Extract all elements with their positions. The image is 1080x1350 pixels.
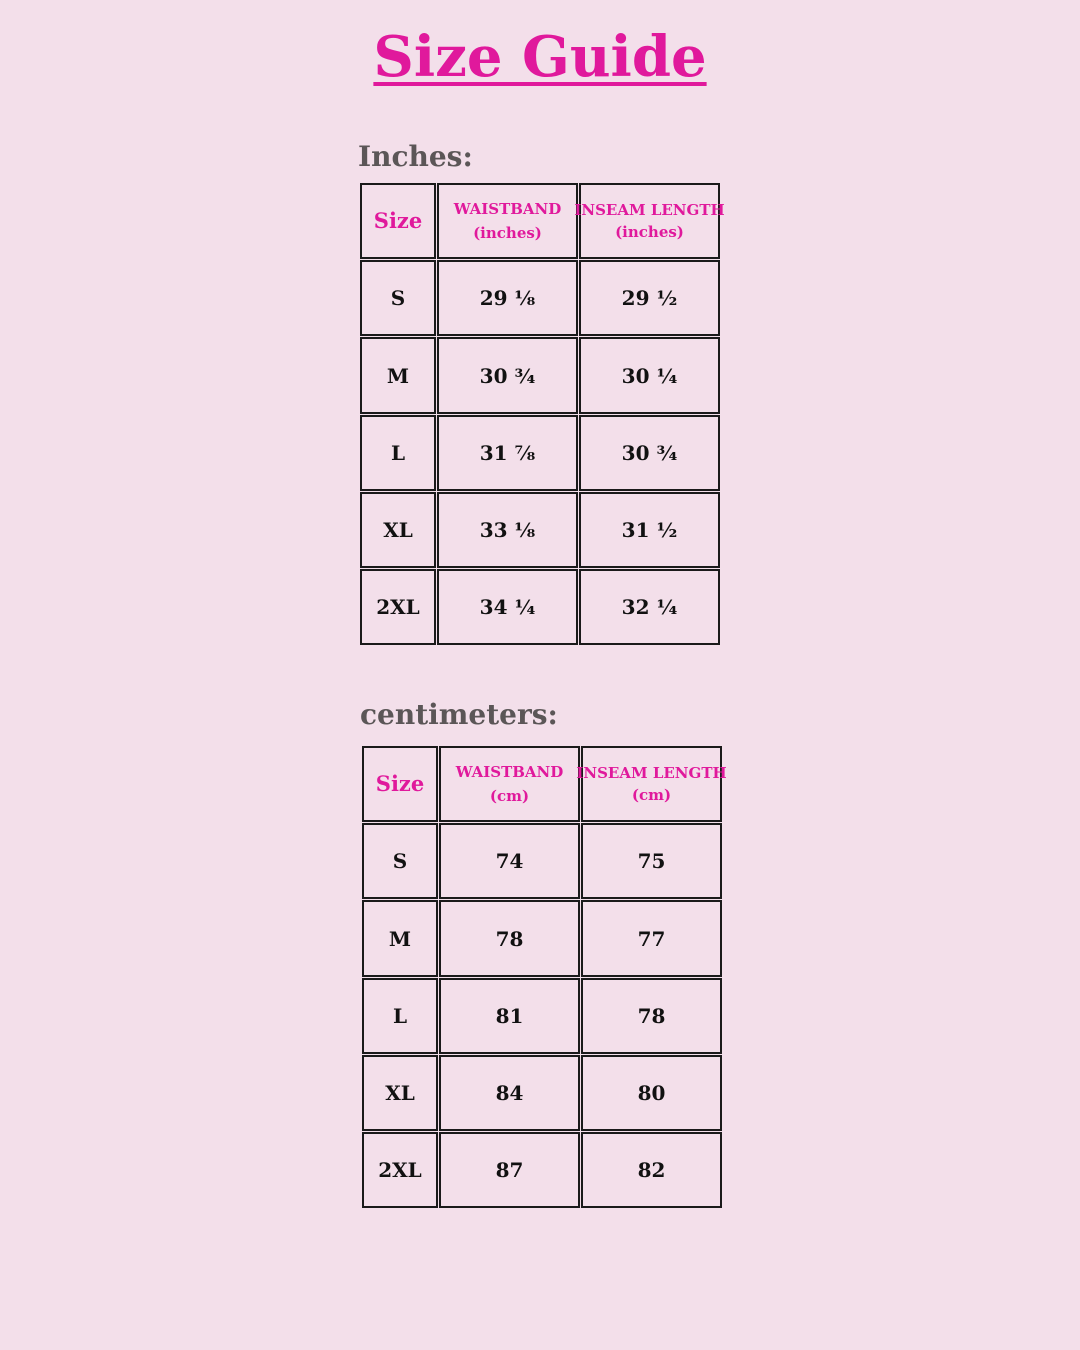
table-cell-inseam: 30 ¼ [579,337,720,414]
table-cell-size: XL [360,492,436,568]
header-inseam [574,183,725,259]
header-waistband [437,183,578,259]
table-cell-waistband: 33 ⅛ [437,492,578,568]
table-cell-size: S [360,260,436,336]
header-size [360,183,436,259]
header-size-label: Size [373,208,423,233]
table-cell-size: XL [362,1055,438,1131]
table-cell-waistband: 81 [439,978,580,1054]
section-label-centimeters: centimeters: [360,698,558,731]
header-size-label: Size [375,771,425,796]
table-cell-size: S [362,823,438,899]
header-waistband [439,746,580,822]
header-inseam-label: INSEAM LENGTH [574,201,725,219]
table-cell-size: 2XL [360,569,436,645]
table-cell-inseam: 77 [581,900,722,977]
header-waistband-unit: (inches) [473,224,542,242]
header-inseam [576,746,727,822]
table-cell-waistband: 84 [439,1055,580,1131]
table-cell-size: L [360,415,436,491]
table-cell-inseam: 82 [581,1132,722,1208]
section-label-inches: Inches: [358,140,473,173]
table-cell-inseam: 31 ½ [579,492,720,568]
table-cell-waistband: 34 ¼ [437,569,578,645]
page-title: Size Guide [373,24,707,90]
header-waistband-label: WAISTBAND [453,200,562,218]
header-inseam-label: INSEAM LENGTH [576,764,727,782]
header-waistband-label: WAISTBAND [455,763,564,781]
table-cell-inseam: 75 [581,823,722,899]
table-cell-inseam: 29 ½ [579,260,720,336]
header-inseam-unit: (cm) [631,786,672,804]
table-cell-inseam: 32 ¼ [579,569,720,645]
table-cell-size: 2XL [362,1132,438,1208]
table-cell-waistband: 29 ⅛ [437,260,578,336]
table-cell-waistband: 87 [439,1132,580,1208]
header-waistband-unit: (cm) [489,787,530,805]
table-cell-waistband: 30 ¾ [437,337,578,414]
header-inseam-unit: (inches) [615,223,684,241]
table-cell-size: M [360,337,436,414]
table-cell-size: L [362,978,438,1054]
table-cell-waistband: 31 ⅞ [437,415,578,491]
table-cell-inseam: 30 ¾ [579,415,720,491]
table-cell-waistband: 74 [439,823,580,899]
table-cell-inseam: 80 [581,1055,722,1131]
table-cell-waistband: 78 [439,900,580,977]
header-size [362,746,438,822]
table-cell-size: M [362,900,438,977]
table-cell-inseam: 78 [581,978,722,1054]
